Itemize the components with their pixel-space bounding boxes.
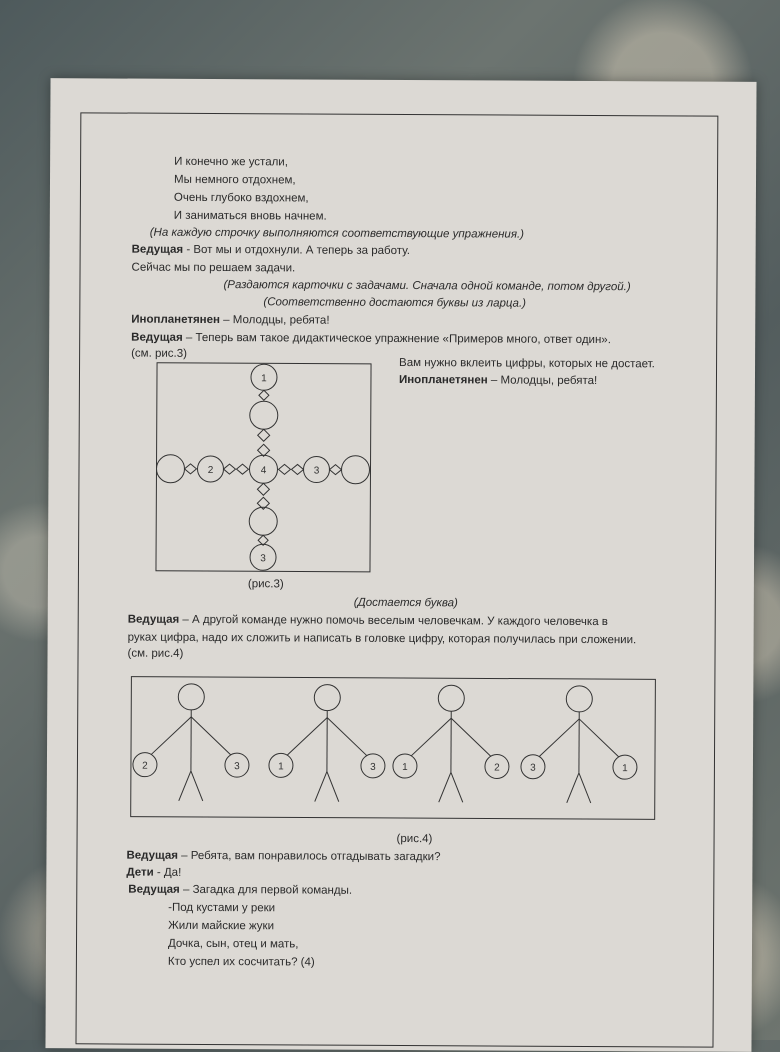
- diamond: [291, 464, 303, 474]
- right-number: 3: [314, 466, 320, 477]
- left-hand-number: 1: [278, 761, 284, 772]
- diamond: [184, 464, 196, 474]
- dialogue-line: [399, 373, 597, 388]
- dialogue-line: [128, 613, 608, 630]
- right-arm-line: [451, 718, 491, 756]
- figure-3-caption: (рис.3): [248, 577, 284, 591]
- head-circle: [438, 685, 464, 711]
- right-arm-line: [191, 717, 231, 755]
- speaker-name: Ведущая: [132, 244, 184, 256]
- riddle-line: -Под кустами у реки: [168, 901, 275, 916]
- speaker-name: Ведущая: [128, 884, 180, 896]
- right-arm-line: [579, 719, 619, 757]
- dialogue-line: [128, 883, 352, 898]
- right-hand-number: 1: [622, 763, 628, 774]
- poem-line: Мы немного отдохнем,: [174, 173, 296, 188]
- separator: –: [220, 314, 233, 326]
- diamond: [258, 429, 270, 441]
- left-leg-line: [179, 771, 191, 801]
- left-number: 2: [208, 465, 214, 476]
- left-hand-number: 2: [142, 761, 148, 772]
- right-outer-circle: [341, 456, 369, 484]
- diamond: [236, 464, 248, 474]
- speaker-name: Ведущая: [126, 850, 178, 862]
- dialogue-line: [132, 243, 410, 258]
- center-number: 4: [261, 465, 267, 476]
- stick-figure: [269, 684, 386, 802]
- dialogue-line: [131, 331, 611, 348]
- dialogue-text: Ребята, вам понравилось отгадывать загадки?: [191, 850, 441, 863]
- left-arm-line: [539, 719, 579, 757]
- separator: -: [183, 244, 193, 256]
- speaker-name: Инопланетянен: [131, 314, 220, 326]
- right-leg-line: [327, 772, 339, 802]
- diamond: [223, 464, 235, 474]
- diamond: [278, 464, 290, 474]
- circle: [249, 507, 277, 535]
- dialogue-text: Молодцы, ребята!: [233, 314, 330, 327]
- separator: –: [180, 884, 193, 896]
- dialogue-line: (см. рис.4): [127, 647, 183, 661]
- separator: –: [183, 332, 196, 344]
- figure-4-frame: [131, 677, 656, 820]
- right-leg-line: [451, 772, 463, 802]
- dialogue-line: [126, 849, 440, 865]
- poem-line: И конечно же устали,: [174, 155, 288, 170]
- stage-note: (Раздаются карточки с задачами. Сначала одной команде, потом другой.): [223, 278, 630, 294]
- left-leg-line: [567, 773, 579, 803]
- speaker-name: Ведущая: [131, 332, 183, 344]
- riddle-line: Дочка, сын, отец и мать,: [168, 937, 299, 952]
- stage-note: (Достается буква): [354, 596, 458, 611]
- figure-3-cross: [148, 357, 379, 588]
- left-outer-circle: [156, 455, 184, 483]
- left-hand-number: 1: [402, 762, 408, 773]
- separator: -: [154, 867, 164, 879]
- separator: –: [179, 614, 192, 626]
- dialogue-text: Вот мы и отдохнули. А теперь за работу.: [193, 244, 410, 257]
- left-arm-line: [411, 718, 451, 756]
- side-instruction: Вам нужно вклеить цифры, которых не достает.: [399, 356, 655, 371]
- bottom-number: 3: [260, 553, 266, 564]
- right-leg-line: [579, 773, 591, 803]
- dialogue-text: Да!: [164, 867, 181, 879]
- head-circle: [566, 686, 592, 712]
- speaker-name: Ведущая: [128, 614, 180, 626]
- left-leg-line: [315, 772, 327, 802]
- figure-4-stick-figures: [129, 675, 660, 826]
- right-leg-line: [191, 771, 203, 801]
- poem-line: Очень глубоко вздохнем,: [174, 191, 309, 206]
- head-circle: [314, 685, 340, 711]
- right-hand-number: 3: [370, 762, 376, 773]
- diamond: [329, 465, 341, 475]
- dialogue-line: [131, 313, 329, 328]
- stage-note: (Соответственно достаются буквы из ларца.): [263, 295, 526, 310]
- speaker-name: Дети: [126, 867, 153, 879]
- dialogue-line: Сейчас мы по решаем задачи.: [132, 261, 296, 276]
- poem-line: И заниматься вновь начнем.: [174, 209, 327, 224]
- figure-4-caption: (рис.4): [397, 832, 433, 846]
- diamond: [257, 483, 269, 495]
- head-circle: [178, 684, 204, 710]
- dialogue-text: Загадка для первой команды.: [193, 884, 353, 897]
- right-arm-line: [327, 718, 367, 756]
- left-arm-line: [151, 717, 191, 755]
- dialogue-text: Молодцы, ребята!: [500, 375, 597, 388]
- left-arm-line: [287, 717, 327, 755]
- riddle-line: Кто успел их сосчитать? (4): [168, 955, 315, 970]
- stick-figure: [393, 685, 510, 803]
- stick-figure: [133, 684, 250, 802]
- paper-sheet: [45, 78, 756, 1052]
- dialogue-line: (см. рис.3): [131, 347, 187, 361]
- speaker-name: Инопланетянен: [399, 374, 488, 386]
- dialogue-line: [126, 866, 181, 880]
- dialogue-line: руках цифра, надо их сложить и написать в головке цифру, которая получилась при сложении.: [128, 631, 637, 648]
- left-hand-number: 3: [530, 763, 536, 774]
- right-hand-number: 3: [234, 761, 240, 772]
- stick-figure: [521, 686, 638, 804]
- circle: [250, 401, 278, 429]
- diamond: [258, 444, 270, 456]
- separator: –: [178, 850, 191, 862]
- top-number: 1: [261, 373, 267, 384]
- dialogue-text: Теперь вам такое дидактическое упражнение «Примеров много, ответ один».: [195, 332, 610, 346]
- diamond: [259, 390, 269, 400]
- riddle-line: Жили майские жуки: [168, 919, 274, 934]
- dialogue-text: А другой команде нужно помочь веселым человечкам. У каждого человечка в: [192, 614, 608, 628]
- stage-note: (На каждую строчку выполняются соответствующие упражнения.): [150, 226, 524, 242]
- right-hand-number: 2: [494, 762, 500, 773]
- left-leg-line: [439, 772, 451, 802]
- separator: –: [488, 374, 501, 386]
